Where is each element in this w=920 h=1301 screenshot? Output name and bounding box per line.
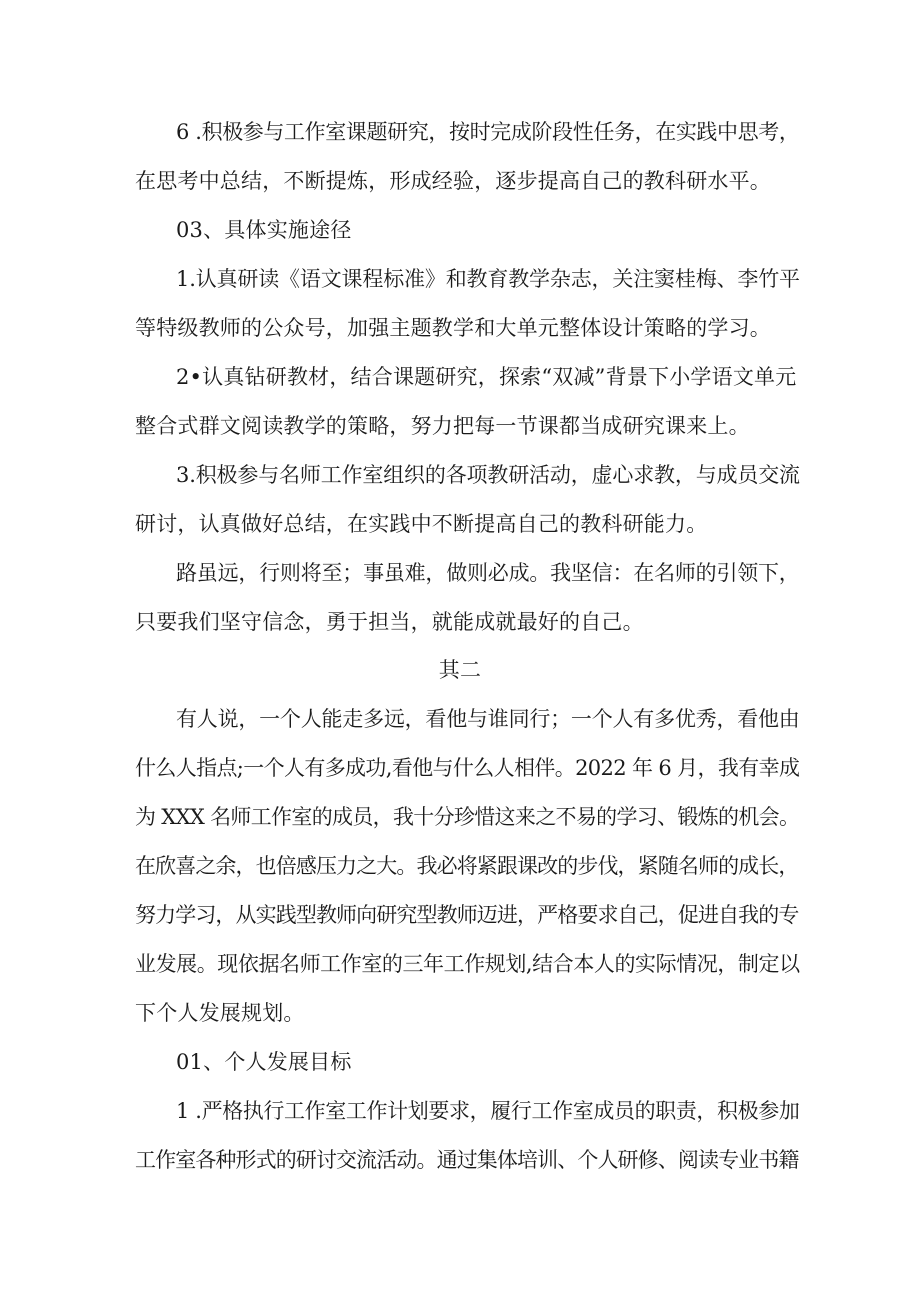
- paragraph-line: 研讨，认真做好总结，在实践中不断提高自己的教科研能力。: [135, 512, 708, 536]
- paragraph-line: 1.认真研读《语文课程标准》和教育教学杂志，关注窦桂梅、李竹平: [176, 267, 800, 291]
- paragraph-line: 为 XXX 名师工作室的成员，我十分珍惜这来之不易的学习、锻炼的机会。: [135, 805, 800, 829]
- paragraph-line: 业发展。现依据名师工作室的三年工作规划,结合本人的实际情况，制定以: [135, 952, 800, 976]
- paragraph-line: 等特级教师的公众号，加强主题教学和大单元整体设计策略的学习。: [135, 316, 771, 340]
- paragraph-line: 什么人指点;一个人有多成功,看他与什么人相伴。2022 年 6 月，我有幸成: [135, 756, 800, 780]
- paragraph-line: 只要我们坚守信念，勇于担当，就能成就最好的自己。: [135, 610, 644, 634]
- paragraph-line: 整合式群文阅读教学的策略，努力把每一节课都当成研究课来上。: [135, 414, 750, 438]
- section-heading: 03、具体实施途径: [176, 218, 352, 242]
- paragraph-line: 努力学习，从实践型教师向研究型教师迈进，严格要求自己，促进自我的专: [135, 903, 799, 927]
- paragraph-line: 6 .积极参与工作室课题研究，按时完成阶段性任务，在实践中思考，: [176, 120, 800, 144]
- paragraph-line: 3.积极参与名师工作室组织的各项教研活动，虚心求教，与成员交流: [176, 463, 800, 487]
- paragraph-line: 下个人发展规划。: [135, 1001, 305, 1025]
- paragraph-line: 工作室各种形式的研讨交流活动。通过集体培训、个人研修、阅读专业书籍: [135, 1148, 799, 1172]
- section-title: 其二: [438, 658, 482, 682]
- paragraph-line: 在思考中总结，不断提炼，形成经验，逐步提高自己的教科研水平。: [135, 169, 771, 193]
- paragraph-line: 有人说，一个人能走多远，看他与谁同行；一个人有多优秀，看他由: [176, 707, 800, 731]
- paragraph-line: 路虽远，行则将至；事虽难，做则必成。我坚信：在名师的引领下，: [176, 561, 800, 585]
- paragraph-line: 2•认真钻研教材，结合课题研究，探索“双减”背景下小学语文单元: [176, 365, 797, 389]
- paragraph-line: 在欣喜之余，也倍感压力之大。我必将紧跟课改的步伐，紧随名师的成长，: [135, 854, 799, 878]
- paragraph-line: 1 .严格执行工作室工作计划要求，履行工作室成员的职责，积极参加: [176, 1099, 800, 1123]
- section-heading: 01、个人发展目标: [176, 1050, 352, 1074]
